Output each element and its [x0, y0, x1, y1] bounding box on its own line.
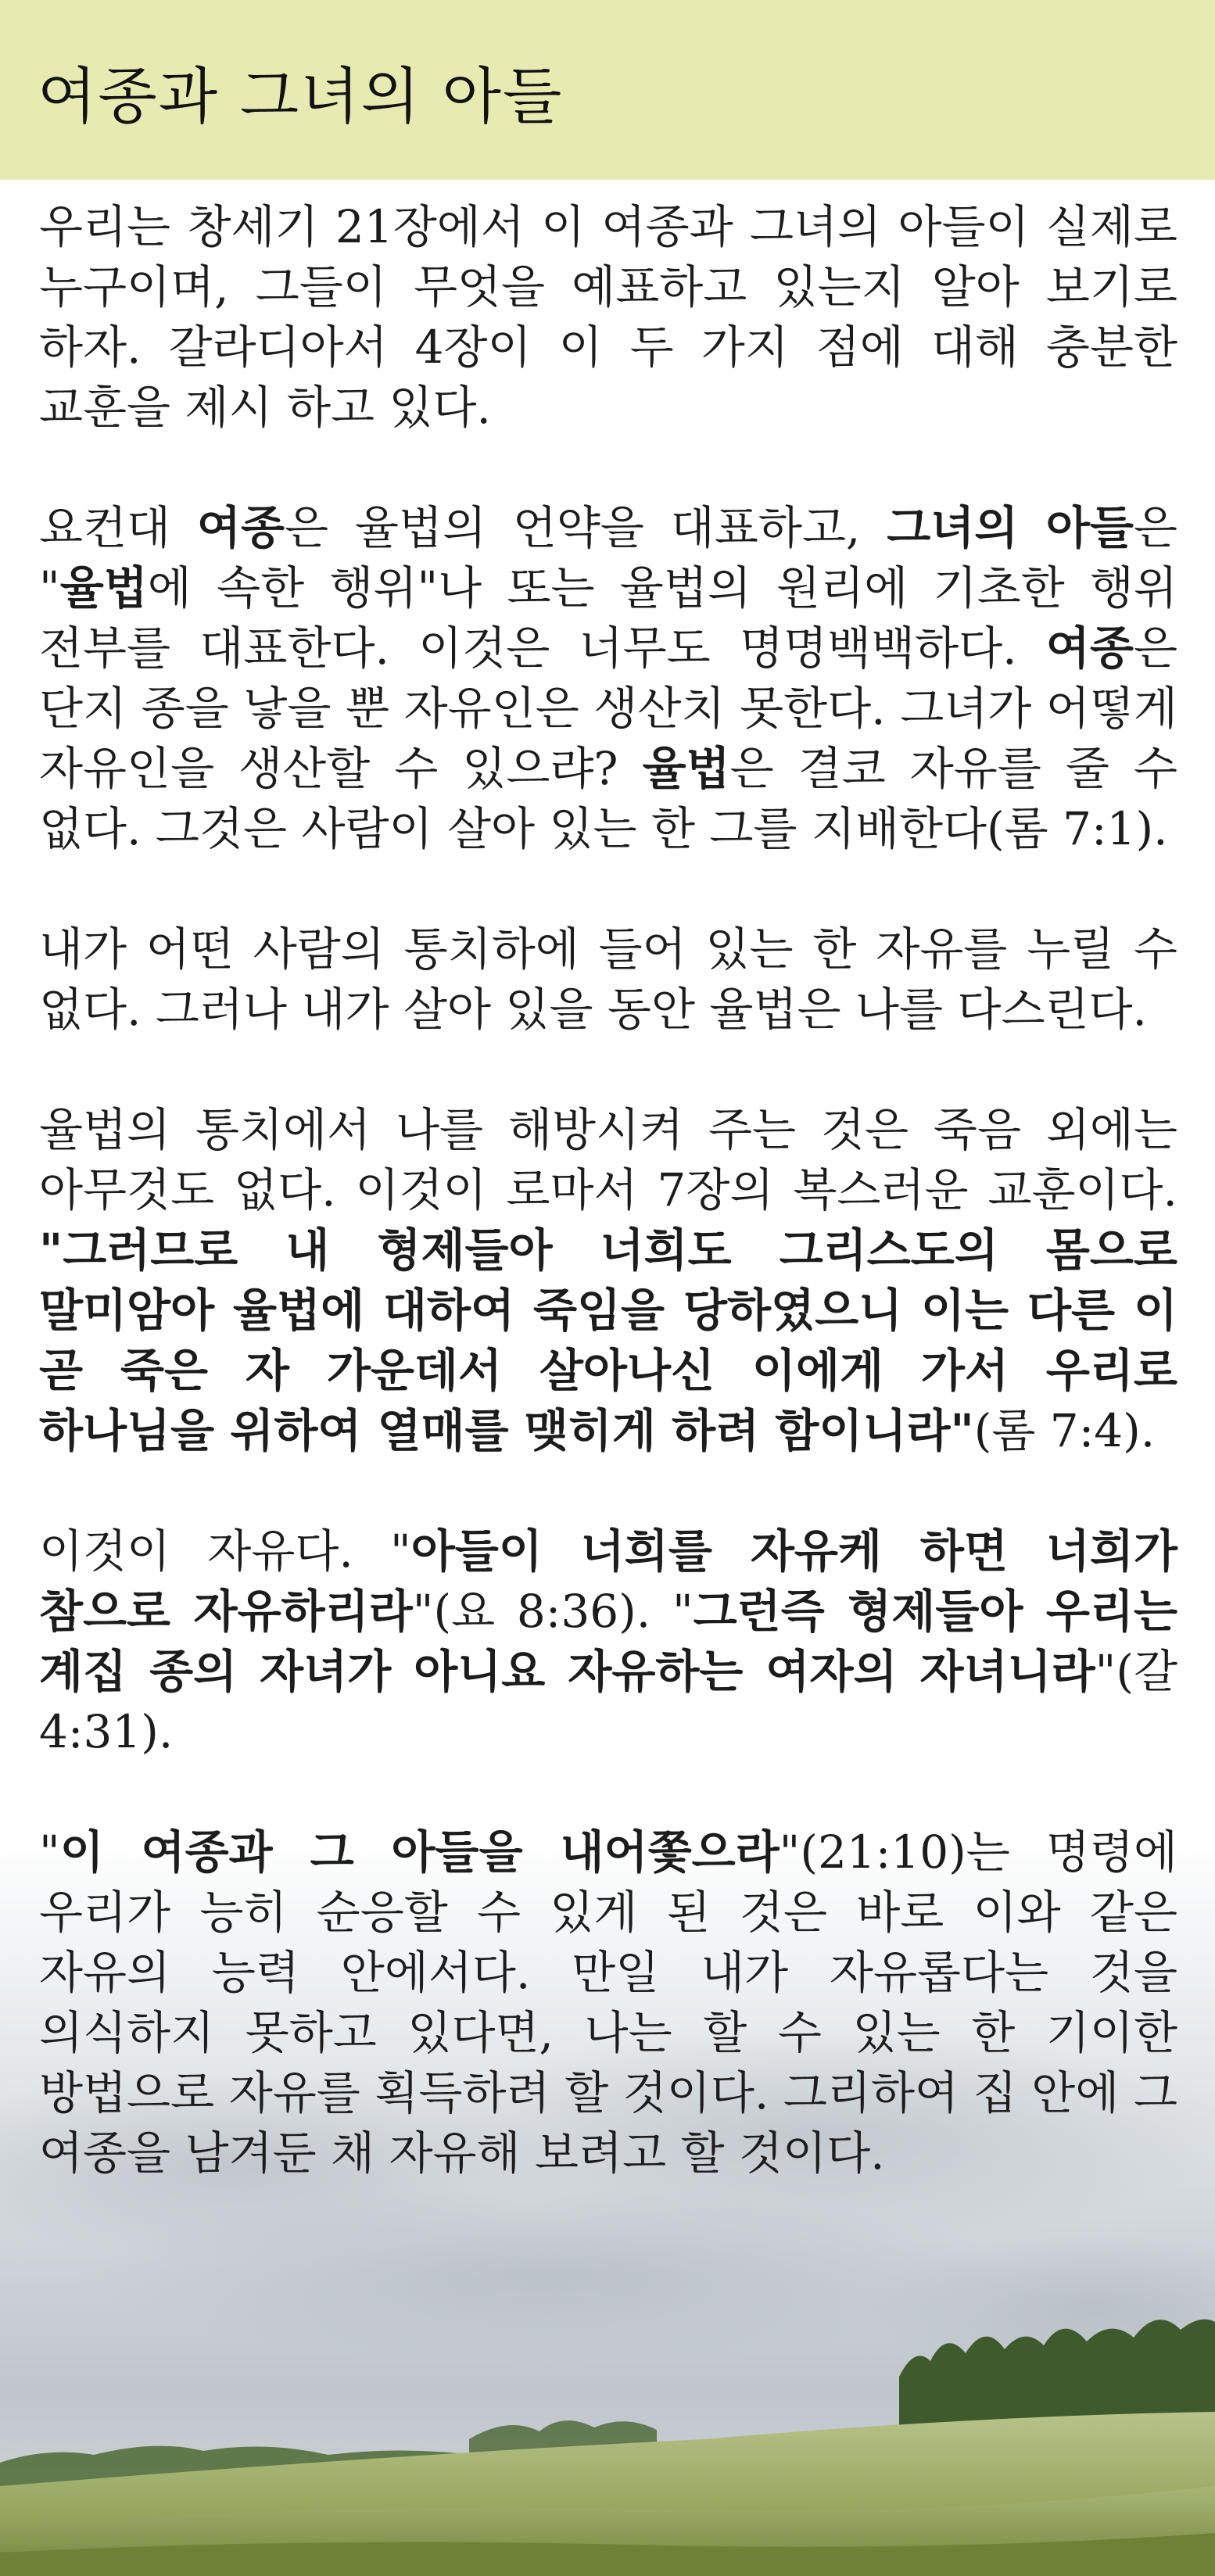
- paragraph-p2: [39, 498, 1177, 859]
- body-text: 은 ": [39, 501, 1177, 614]
- page-title: 여종과 그녀의 아들: [38, 62, 564, 132]
- body-text: ": [39, 1825, 60, 1879]
- emphasis-text: 율법: [59, 561, 148, 614]
- emphasis-text: 율법: [642, 742, 730, 795]
- paragraph-p4: [39, 1100, 1177, 1461]
- body-text: 내가 어떤 사람의 통치하에 들어 있는 한 자유를 누릴 수 없다. 그러나 내가 살아 있을 동안 율법은 나를 다스린다.: [39, 923, 1177, 1036]
- body-text: 이것이 자유다. ": [39, 1524, 411, 1578]
- paragraph-p6: [39, 1822, 1177, 2184]
- body-text: 은 단지 종을 낳을 뿐 자유인은 생산치 못한다. 그녀가 어떻게 자유인을 생산할 수 있으랴?: [39, 622, 1177, 795]
- title-bar: [0, 0, 1215, 180]
- body-text: "(21:10)는 명령에 우리가 능히 순응할 수 있게 된 것은 바로 이와 같은 자유의 능력 안에서다. 만일 내가 자유롭다는 것을 의식하지 못하고 있다면, 나는 할 수 있는 한 기이한 방법으로 자유를 획득하려 할 것이다. 그리하여 집 안에 그 여종을 남겨둔 채 자유해 보려고 할 것이다.: [39, 1825, 1177, 2180]
- emphasis-text: 이 여종과 그 아들을 내어쫓으라: [59, 1825, 780, 1879]
- emphasis-text: 그런즉 형제들아 우리는 계집 종의 자녀가 아니요 자유하는 여자의 자녀니라: [39, 1585, 1178, 1698]
- body-text: 에 속한 행위"나 또는 율법의 원리에 기초한 행위 전부를 대표한다. 이것은 너무도 명명백백하다.: [39, 561, 1177, 675]
- emphasis-text: 여종: [1045, 622, 1134, 675]
- emphasis-text: 아들이 너희를 자유케 하면 너희가 참으로 자유하리라: [39, 1524, 1177, 1638]
- body-text: 우리는 창세기 21장에서 이 여종과 그녀의 아들이 실제로 누구이며, 그들이 무엇을 예표하고 있는지 알아 보기로 하자. 갈라디아서 4장이 이 두 가지 점에 대해 충분한 교훈을 제시 하고 있다.: [39, 200, 1177, 434]
- body-text: (롬 7:4).: [973, 1404, 1156, 1457]
- paragraph-p1: [39, 197, 1177, 438]
- body-text: "(갈 4:31).: [39, 1645, 1177, 1758]
- emphasis-text: "그러므로 내 형제들아 너희도 그리스도의 몸으로 말미암아 율법에 대하여 죽임을 당하였으니 이는 다른 이 곧 죽은 자 가운데서 살아나신 이에게 가서 우리로 하나님을 위하여 열매를 맺히게 하려 함이니라": [39, 1224, 1177, 1457]
- emphasis-text: 그녀의 아들: [887, 501, 1134, 554]
- body-text: 요컨대: [39, 501, 197, 554]
- paragraph-p5: [39, 1521, 1177, 1762]
- body-text: 은 결코 자유를 줄 수 없다. 그것은 사람이 살아 있는 한 그를 지배한다(롬 7:1).: [39, 742, 1177, 855]
- paragraph-p3: [39, 919, 1177, 1040]
- article-body: [39, 197, 1177, 2244]
- body-text: "(요 8:36). ": [412, 1585, 694, 1638]
- body-text: 은 율법의 언약을 대표하고,: [285, 501, 887, 554]
- body-text: 율법의 통치에서 나를 해방시켜 주는 것은 죽음 외에는 아무것도 없다. 이것이 로마서 7장의 복스러운 교훈이다.: [39, 1103, 1177, 1216]
- emphasis-text: 여종: [196, 501, 285, 554]
